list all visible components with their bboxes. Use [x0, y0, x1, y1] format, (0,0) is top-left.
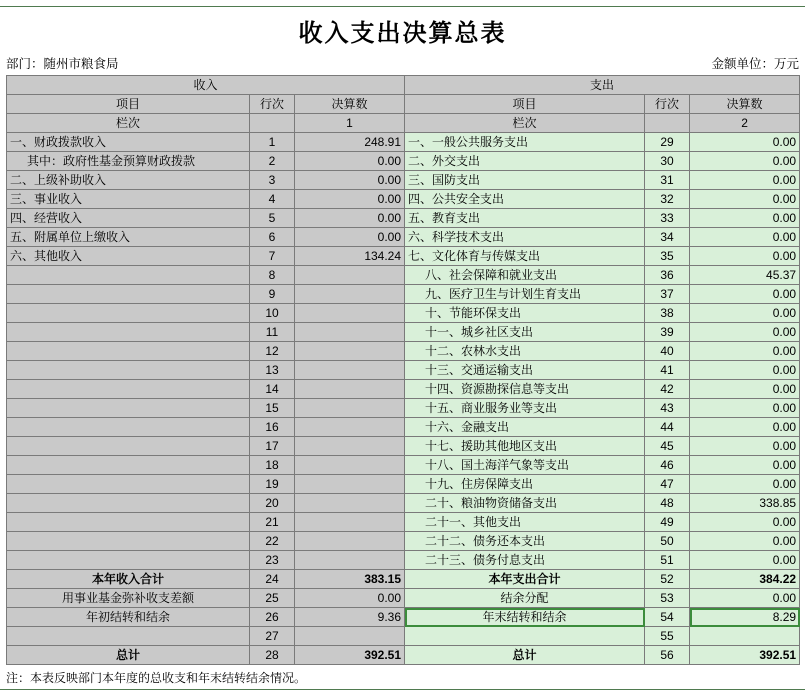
- table-row: [7, 494, 800, 513]
- expense-amount-cell[interactable]: 0.00: [690, 456, 800, 475]
- income-amount-cell[interactable]: [295, 323, 405, 342]
- expense-rowno-cell[interactable]: 47: [645, 475, 690, 494]
- income-amount-cell[interactable]: [295, 532, 405, 551]
- table-row: [7, 532, 800, 551]
- table-row: [7, 304, 800, 323]
- expense-amount-cell[interactable]: 0.00: [690, 209, 800, 228]
- table-row: [7, 228, 800, 247]
- income-amount-cell[interactable]: 9.36: [295, 608, 405, 627]
- income-group-header: 收入: [7, 76, 405, 95]
- table-row: [7, 209, 800, 228]
- income-amount-cell[interactable]: [295, 437, 405, 456]
- income-rowno-header: 行次: [250, 95, 295, 114]
- income-rowno-cell[interactable]: 21: [250, 513, 295, 532]
- expense-rowno-cell[interactable]: 55: [645, 627, 690, 646]
- income-amount-cell[interactable]: 392.51: [295, 646, 405, 665]
- table-row: [7, 247, 800, 266]
- income-rowno-cell[interactable]: 7: [250, 247, 295, 266]
- income-item-cell[interactable]: [7, 456, 250, 475]
- expense-amount-cell[interactable]: 0.00: [690, 418, 800, 437]
- income-item-cell[interactable]: 五、附属单位上缴收入: [7, 228, 250, 247]
- expense-amount-cell[interactable]: 0.00: [690, 171, 800, 190]
- expense-item-cell[interactable]: 十五、商业服务业等支出: [405, 399, 645, 418]
- income-amount-cell[interactable]: [295, 418, 405, 437]
- income-item-cell[interactable]: [7, 494, 250, 513]
- expense-amount-cell[interactable]: 0.00: [690, 361, 800, 380]
- income-amount-cell[interactable]: [295, 304, 405, 323]
- income-amount-cell[interactable]: 0.00: [295, 171, 405, 190]
- expense-rowno-cell[interactable]: 37: [645, 285, 690, 304]
- income-rowno-cell[interactable]: 15: [250, 399, 295, 418]
- expense-rowno-cell[interactable]: 30: [645, 152, 690, 171]
- expense-rowno-cell[interactable]: 42: [645, 380, 690, 399]
- expense-rowno-cell[interactable]: 50: [645, 532, 690, 551]
- income-rowno-cell[interactable]: 12: [250, 342, 295, 361]
- income-lan-blank: [250, 114, 295, 133]
- expense-item-cell[interactable]: 八、社会保障和就业支出: [405, 266, 645, 285]
- income-amount-cell[interactable]: 0.00: [295, 228, 405, 247]
- expense-item-cell[interactable]: 十九、住房保障支出: [405, 475, 645, 494]
- table-row: [7, 418, 800, 437]
- expense-rowno-cell[interactable]: 29: [645, 133, 690, 152]
- expense-amount-cell[interactable]: 0.00: [690, 342, 800, 361]
- table-row: [7, 456, 800, 475]
- income-rowno-cell[interactable]: 24: [250, 570, 295, 589]
- expense-amount-cell[interactable]: 0.00: [690, 323, 800, 342]
- expense-item-cell[interactable]: 二十三、债务付息支出: [405, 551, 645, 570]
- income-item-cell[interactable]: [7, 513, 250, 532]
- income-item-cell[interactable]: [7, 475, 250, 494]
- income-item-cell[interactable]: 三、事业收入: [7, 190, 250, 209]
- expense-item-cell[interactable]: 十七、援助其他地区支出: [405, 437, 645, 456]
- income-item-cell[interactable]: [7, 285, 250, 304]
- income-amount-cell[interactable]: [295, 456, 405, 475]
- expense-item-cell[interactable]: 结余分配: [405, 589, 645, 608]
- table-row: [7, 285, 800, 304]
- income-item-cell[interactable]: 用事业基金弥补收支差额: [7, 589, 250, 608]
- income-item-cell[interactable]: [7, 399, 250, 418]
- expense-rowno-cell[interactable]: 39: [645, 323, 690, 342]
- expense-item-cell[interactable]: 总计: [405, 646, 645, 665]
- expense-item-cell[interactable]: 七、文化体育与传媒支出: [405, 247, 645, 266]
- income-rowno-cell[interactable]: 26: [250, 608, 295, 627]
- table-row: [7, 646, 800, 665]
- income-item-cell[interactable]: 四、经营收入: [7, 209, 250, 228]
- expense-amount-cell[interactable]: 384.22: [690, 570, 800, 589]
- expense-item-cell[interactable]: 十六、金融支出: [405, 418, 645, 437]
- income-rowno-cell[interactable]: 1: [250, 133, 295, 152]
- expense-item-cell[interactable]: 年末结转和结余: [405, 608, 645, 627]
- income-amount-cell[interactable]: 0.00: [295, 209, 405, 228]
- income-item-cell[interactable]: 一、财政拨款收入: [7, 133, 250, 152]
- expense-item-cell[interactable]: 十八、国土海洋气象等支出: [405, 456, 645, 475]
- income-amount-cell[interactable]: [295, 475, 405, 494]
- expense-amount-cell[interactable]: 0.00: [690, 304, 800, 323]
- income-rowno-cell[interactable]: 8: [250, 266, 295, 285]
- department-label: 部门：随州市粮食局: [6, 57, 119, 71]
- table-row: [7, 133, 800, 152]
- income-amount-cell[interactable]: 383.15: [295, 570, 405, 589]
- expense-rowno-cell[interactable]: 32: [645, 190, 690, 209]
- expense-rowno-cell[interactable]: 56: [645, 646, 690, 665]
- expense-amount-cell[interactable]: 338.85: [690, 494, 800, 513]
- expense-amount-cell[interactable]: 0.00: [690, 190, 800, 209]
- income-item-cell[interactable]: [7, 323, 250, 342]
- income-rowno-cell[interactable]: 13: [250, 361, 295, 380]
- income-item-cell[interactable]: [7, 342, 250, 361]
- income-item-cell[interactable]: [7, 418, 250, 437]
- expense-lan-blank: [645, 114, 690, 133]
- expense-item-cell[interactable]: 二十二、债务还本支出: [405, 532, 645, 551]
- table-row: [7, 323, 800, 342]
- income-item-cell[interactable]: 总计: [7, 646, 250, 665]
- expense-item-cell[interactable]: 十三、交通运输支出: [405, 361, 645, 380]
- income-item-cell[interactable]: [7, 380, 250, 399]
- expense-item-header: 项目: [405, 95, 645, 114]
- table-row: [7, 361, 800, 380]
- income-rowno-cell[interactable]: 10: [250, 304, 295, 323]
- table-body: [7, 76, 800, 665]
- income-rowno-cell[interactable]: 16: [250, 418, 295, 437]
- expense-amount-cell[interactable]: 0.00: [690, 380, 800, 399]
- income-rowno-cell[interactable]: 3: [250, 171, 295, 190]
- expense-rowno-cell[interactable]: 54: [645, 608, 690, 627]
- expense-rowno-cell[interactable]: 38: [645, 304, 690, 323]
- expense-rowno-cell[interactable]: 36: [645, 266, 690, 285]
- table-row: [7, 152, 800, 171]
- expense-rowno-cell[interactable]: 33: [645, 209, 690, 228]
- table-row: [7, 608, 800, 627]
- income-item-cell[interactable]: [7, 304, 250, 323]
- expense-amount-cell[interactable]: 392.51: [690, 646, 800, 665]
- income-item-cell[interactable]: [7, 532, 250, 551]
- table-row: [7, 190, 800, 209]
- table-row: [7, 570, 800, 589]
- income-lan-label: 栏次: [7, 114, 250, 133]
- income-rowno-cell[interactable]: 27: [250, 627, 295, 646]
- expense-amount-cell[interactable]: 0.00: [690, 285, 800, 304]
- expense-amount-cell[interactable]: 0.00: [690, 532, 800, 551]
- expense-item-cell[interactable]: 十一、城乡社区支出: [405, 323, 645, 342]
- column-number-row: [7, 114, 800, 133]
- expense-lan-label: 栏次: [405, 114, 645, 133]
- expense-item-cell[interactable]: 六、科学技术支出: [405, 228, 645, 247]
- unit-label: 金额单位：万元: [711, 57, 799, 71]
- income-rowno-cell[interactable]: 23: [250, 551, 295, 570]
- expense-item-cell[interactable]: 九、医疗卫生与计划生育支出: [405, 285, 645, 304]
- income-amount-cell[interactable]: 0.00: [295, 152, 405, 171]
- income-rowno-cell[interactable]: 17: [250, 437, 295, 456]
- income-amount-cell[interactable]: [295, 513, 405, 532]
- expense-item-cell[interactable]: 五、教育支出: [405, 209, 645, 228]
- expense-rowno-cell[interactable]: 34: [645, 228, 690, 247]
- expense-item-cell[interactable]: 二、外交支出: [405, 152, 645, 171]
- expense-rowno-cell[interactable]: 43: [645, 399, 690, 418]
- expense-amount-cell[interactable]: 0.00: [690, 133, 800, 152]
- expense-item-cell[interactable]: 一、一般公共服务支出: [405, 133, 645, 152]
- income-amount-cell[interactable]: [295, 361, 405, 380]
- income-amount-cell[interactable]: 134.24: [295, 247, 405, 266]
- table-row: [7, 342, 800, 361]
- expense-rowno-cell[interactable]: 51: [645, 551, 690, 570]
- income-item-cell[interactable]: 年初结转和结余: [7, 608, 250, 627]
- window-top-border: [0, 0, 805, 7]
- income-amount-cell[interactable]: [295, 494, 405, 513]
- expense-amount-cell[interactable]: 0.00: [690, 475, 800, 494]
- expense-rowno-cell[interactable]: 40: [645, 342, 690, 361]
- expense-item-cell[interactable]: [405, 627, 645, 646]
- income-item-cell[interactable]: 本年收入合计: [7, 570, 250, 589]
- expense-rowno-cell[interactable]: 49: [645, 513, 690, 532]
- expense-item-cell[interactable]: 十、节能环保支出: [405, 304, 645, 323]
- income-rowno-cell[interactable]: 9: [250, 285, 295, 304]
- income-amount-cell[interactable]: 248.91: [295, 133, 405, 152]
- table-row: [7, 513, 800, 532]
- income-amount-cell[interactable]: [295, 399, 405, 418]
- table-row: [7, 589, 800, 608]
- expense-item-cell[interactable]: 三、国防支出: [405, 171, 645, 190]
- income-amount-cell[interactable]: [295, 342, 405, 361]
- expense-amount-cell[interactable]: 0.00: [690, 513, 800, 532]
- column-header-row: [7, 95, 800, 114]
- income-amount-cell[interactable]: 0.00: [295, 589, 405, 608]
- expense-rowno-cell[interactable]: 35: [645, 247, 690, 266]
- expense-amount-cell[interactable]: 0.00: [690, 399, 800, 418]
- income-item-cell[interactable]: 二、上级补助收入: [7, 171, 250, 190]
- expense-item-cell[interactable]: 二十一、其他支出: [405, 513, 645, 532]
- budget-table: [6, 75, 800, 665]
- expense-rowno-cell[interactable]: 44: [645, 418, 690, 437]
- expense-column-number: 2: [690, 114, 800, 133]
- table-row: [7, 475, 800, 494]
- expense-amount-cell[interactable]: 0.00: [690, 247, 800, 266]
- table-row: [7, 380, 800, 399]
- expense-amount-cell[interactable]: 0.00: [690, 551, 800, 570]
- income-amount-cell[interactable]: [295, 627, 405, 646]
- expense-rowno-cell[interactable]: 45: [645, 437, 690, 456]
- income-item-cell[interactable]: 六、其他收入: [7, 247, 250, 266]
- income-amount-header: 决算数: [295, 95, 405, 114]
- income-item-header: 项目: [7, 95, 250, 114]
- expense-item-cell[interactable]: 十二、农林水支出: [405, 342, 645, 361]
- income-rowno-cell[interactable]: 19: [250, 475, 295, 494]
- income-rowno-cell[interactable]: 20: [250, 494, 295, 513]
- income-amount-cell[interactable]: [295, 551, 405, 570]
- expense-item-cell[interactable]: 二十、粮油物资储备支出: [405, 494, 645, 513]
- income-amount-cell[interactable]: 0.00: [295, 190, 405, 209]
- expense-item-cell[interactable]: 本年支出合计: [405, 570, 645, 589]
- expense-item-cell[interactable]: 四、公共安全支出: [405, 190, 645, 209]
- income-rowno-cell[interactable]: 25: [250, 589, 295, 608]
- expense-rowno-cell[interactable]: 52: [645, 570, 690, 589]
- income-amount-cell[interactable]: [295, 266, 405, 285]
- income-item-cell[interactable]: [7, 551, 250, 570]
- expense-rowno-cell[interactable]: 48: [645, 494, 690, 513]
- page-title: 收入支出决算总表: [298, 21, 507, 47]
- table-note: 注：本表反映部门本年度的总收支和年末结转结余情况。: [6, 671, 307, 685]
- table-row: [7, 171, 800, 190]
- income-amount-cell[interactable]: [295, 380, 405, 399]
- income-rowno-cell[interactable]: 28: [250, 646, 295, 665]
- income-rowno-cell[interactable]: 18: [250, 456, 295, 475]
- income-item-cell[interactable]: [7, 266, 250, 285]
- expense-amount-cell[interactable]: [690, 627, 800, 646]
- expense-item-cell[interactable]: 十四、资源勘探信息等支出: [405, 380, 645, 399]
- income-column-number: 1: [295, 114, 405, 133]
- income-item-cell[interactable]: [7, 627, 250, 646]
- group-header-row: [7, 76, 800, 95]
- income-rowno-cell[interactable]: 2: [250, 152, 295, 171]
- expense-rowno-cell[interactable]: 53: [645, 589, 690, 608]
- income-item-cell[interactable]: [7, 437, 250, 456]
- expense-rowno-header: 行次: [645, 95, 690, 114]
- table-row: [7, 627, 800, 646]
- expense-amount-cell[interactable]: 0.00: [690, 152, 800, 171]
- expense-amount-cell[interactable]: 0.00: [690, 589, 800, 608]
- expense-rowno-cell[interactable]: 46: [645, 456, 690, 475]
- income-item-cell[interactable]: [7, 361, 250, 380]
- income-rowno-cell[interactable]: 14: [250, 380, 295, 399]
- income-rowno-cell[interactable]: 6: [250, 228, 295, 247]
- expense-amount-header: 决算数: [690, 95, 800, 114]
- income-rowno-cell[interactable]: 11: [250, 323, 295, 342]
- table-row: [7, 437, 800, 456]
- expense-amount-cell[interactable]: 8.29: [690, 608, 800, 627]
- expense-amount-cell[interactable]: 45.37: [690, 266, 800, 285]
- income-rowno-cell[interactable]: 4: [250, 190, 295, 209]
- income-rowno-cell[interactable]: 5: [250, 209, 295, 228]
- expense-rowno-cell[interactable]: 31: [645, 171, 690, 190]
- table-row: [7, 551, 800, 570]
- table-row: [7, 399, 800, 418]
- income-item-cell[interactable]: 其中：政府性基金预算财政拨款: [7, 152, 250, 171]
- expense-amount-cell[interactable]: 0.00: [690, 437, 800, 456]
- subheader: [0, 54, 805, 75]
- income-rowno-cell[interactable]: 22: [250, 532, 295, 551]
- expense-group-header: 支出: [405, 76, 800, 95]
- income-amount-cell[interactable]: [295, 285, 405, 304]
- expense-amount-cell[interactable]: 0.00: [690, 228, 800, 247]
- table-row: [7, 266, 800, 285]
- expense-rowno-cell[interactable]: 41: [645, 361, 690, 380]
